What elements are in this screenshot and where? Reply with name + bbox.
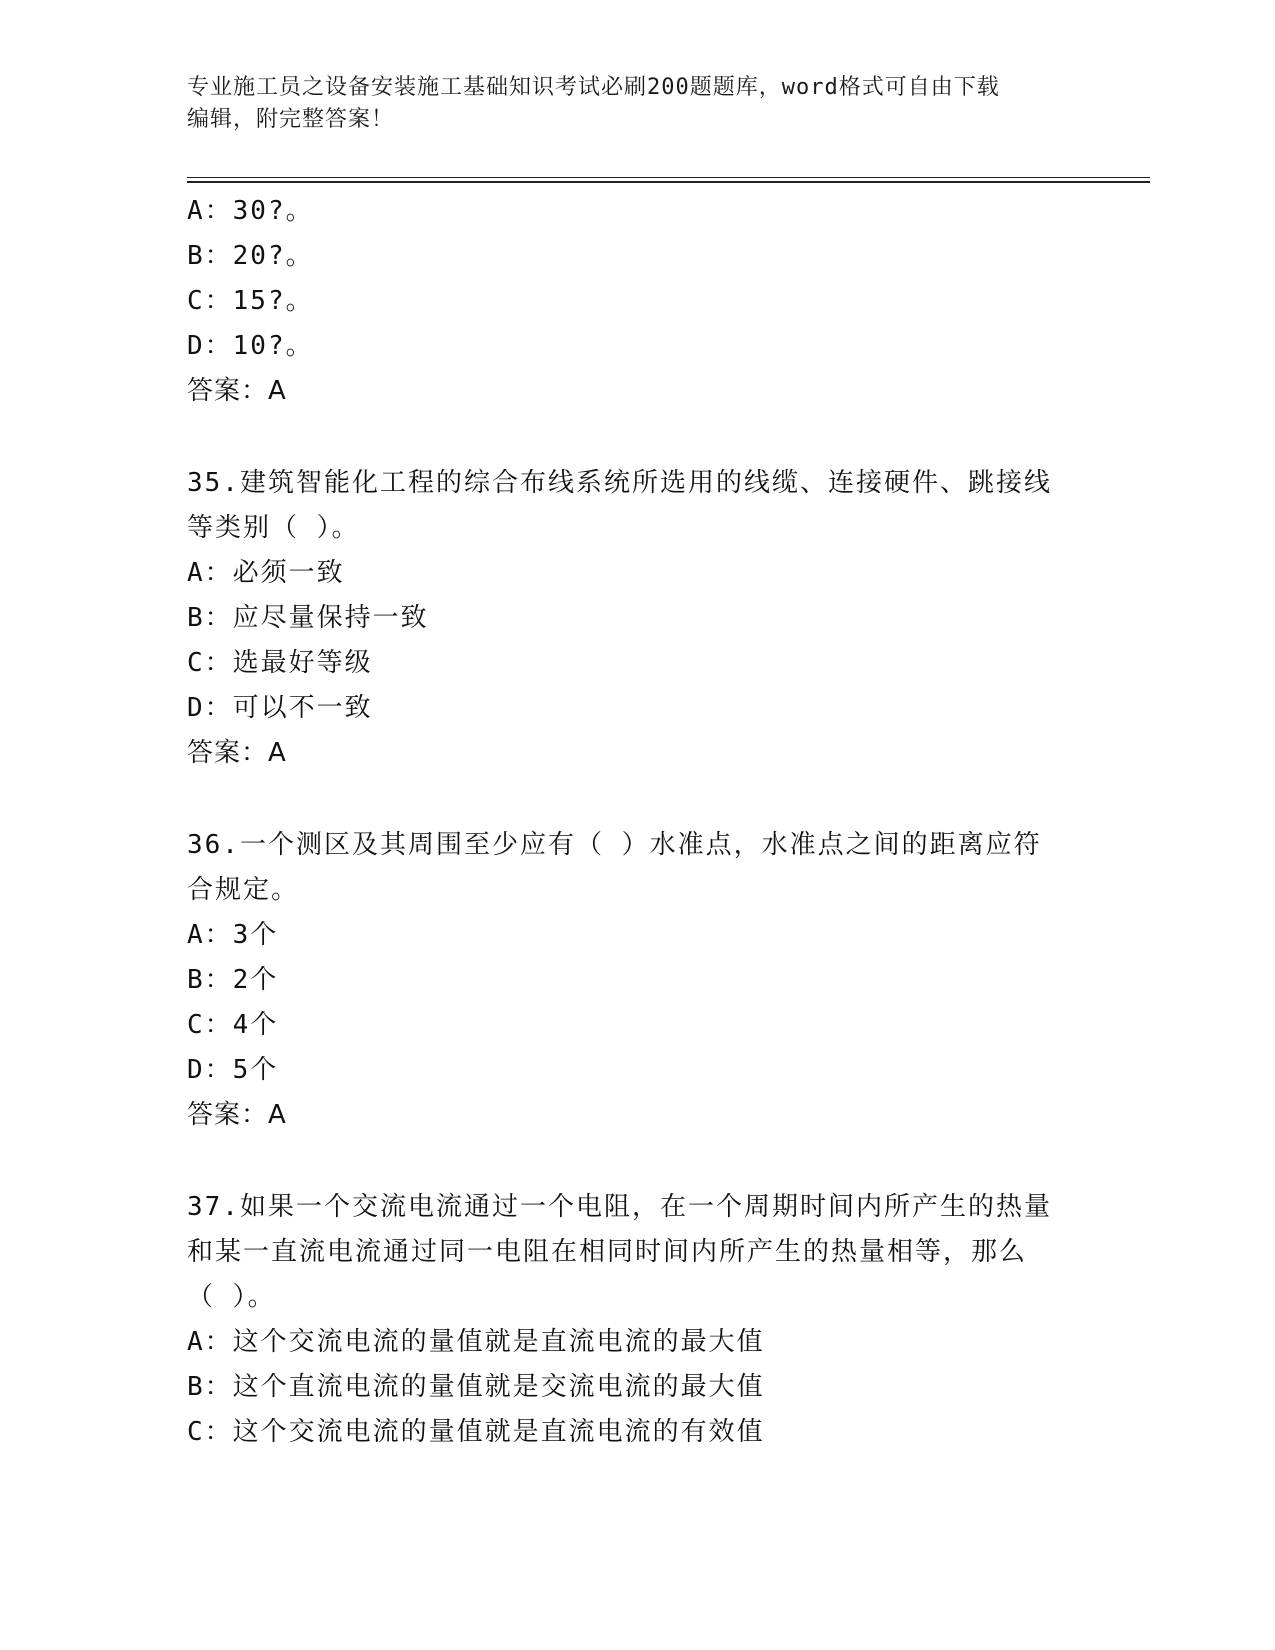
question-list [187, 189, 1087, 1455]
question-35 [187, 461, 1087, 776]
header-line-2: 编辑，附完整答案！ [187, 107, 395, 132]
answer-line: 答案：A [187, 738, 287, 768]
option-a: A：3个 [187, 920, 279, 950]
question-stem-line: 合规定。 [187, 875, 300, 905]
option-b: B：2个 [187, 965, 279, 995]
question-stem-line: （ ）。 [187, 1282, 276, 1312]
question-36 [187, 823, 1087, 1138]
header-divider-thin [187, 177, 1150, 178]
question-37 [187, 1185, 1087, 1455]
option-a: A：必须一致 [187, 558, 345, 588]
option-c: C：这个交流电流的量值就是直流电流的有效值 [187, 1417, 765, 1447]
option-d: D：10?。 [187, 331, 314, 361]
option-b: B：这个直流电流的量值就是交流电流的最大值 [187, 1372, 765, 1402]
question-stem-line: 等类别（ ）。 [187, 513, 360, 543]
option-d: D：5个 [187, 1055, 279, 1085]
answer-line: 答案：A [187, 1100, 287, 1130]
option-b: B：20?。 [187, 241, 314, 271]
option-d: D：可以不一致 [187, 693, 373, 723]
option-a: A：30?。 [187, 196, 314, 226]
question-stem-line: 37.如果一个交流电流通过一个电阻，在一个周期时间内所产生的热量 [187, 1192, 1052, 1222]
option-c: C：选最好等级 [187, 648, 373, 678]
question-spacer [187, 414, 1087, 461]
question-spacer [187, 776, 1087, 823]
header-line-1: 专业施工员之设备安装施工基础知识考试必刷200题题库，word格式可自由下载 [187, 75, 1000, 100]
question-stem-line: 和某一直流电流通过同一电阻在相同时间内所产生的热量相等，那么 [187, 1237, 1028, 1267]
option-a: A：这个交流电流的量值就是直流电流的最大值 [187, 1327, 765, 1357]
option-c: C：15?。 [187, 286, 314, 316]
answer-line: 答案：A [187, 376, 287, 406]
question-stem-line: 35.建筑智能化工程的综合布线系统所选用的线缆、连接硬件、跳接线 [187, 468, 1052, 498]
question-34 [187, 189, 1087, 414]
document-header [187, 72, 1087, 136]
option-b: B：应尽量保持一致 [187, 603, 429, 633]
header-divider-thick [187, 181, 1150, 183]
option-c: C：4个 [187, 1010, 279, 1040]
question-stem-line: 36.一个测区及其周围至少应有（ ）水准点，水准点之间的距离应符 [187, 830, 1042, 860]
question-spacer [187, 1138, 1087, 1185]
